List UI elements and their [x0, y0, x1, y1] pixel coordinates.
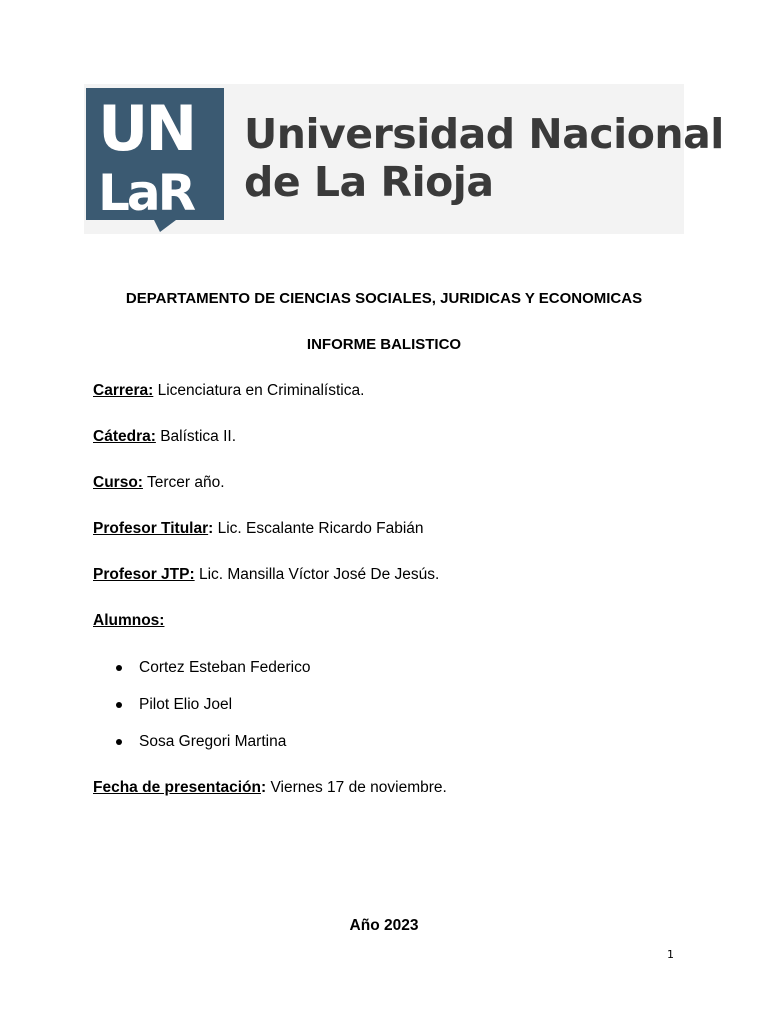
logo-mark-bottom: LaR [98, 164, 194, 222]
field-profesor-jtp [93, 566, 439, 584]
field-carrera-value: Licenciatura en Criminalística. [153, 382, 365, 399]
field-carrera [93, 382, 364, 400]
unlar-mark-icon [84, 84, 244, 234]
field-alumnos-label: Alumnos: [93, 612, 165, 629]
field-profesor-titular-colon: : [208, 520, 214, 537]
field-fecha [93, 779, 447, 797]
logo-mark-top: UN [98, 92, 195, 165]
field-catedra-label: Cátedra: [93, 428, 156, 445]
field-fecha-label: Fecha de presentación [93, 779, 261, 796]
field-alumnos [93, 612, 164, 630]
field-catedra [93, 428, 236, 446]
field-fecha-colon: : [260, 779, 267, 796]
bullet-icon [116, 702, 122, 708]
student-name: Sosa Gregori Martina [139, 733, 287, 750]
field-carrera-label: Carrera: [93, 382, 154, 399]
list-item [114, 732, 310, 769]
report-title: INFORME BALISTICO [306, 336, 462, 353]
field-profesor-titular-label: Profesor Titular [93, 520, 209, 537]
list-item [114, 695, 310, 732]
bullet-icon [116, 665, 122, 671]
university-name-line2: de La Rioja [244, 158, 494, 206]
field-profesor-jtp-value: Lic. Mansilla Víctor José De Jesús. [194, 566, 440, 583]
year-label: Año 2023 [349, 917, 419, 934]
field-fecha-value: Viernes 17 de noviembre. [266, 779, 447, 796]
student-name: Pilot Elio Joel [139, 696, 233, 713]
student-name: Cortez Esteban Federico [139, 659, 311, 676]
list-item [114, 658, 310, 695]
field-profesor-titular-value: Lic. Escalante Ricardo Fabián [213, 520, 424, 537]
department-heading: DEPARTAMENTO DE CIENCIAS SOCIALES, JURIDICAS Y ECONOMICAS [125, 290, 643, 307]
field-curso-label: Curso: [93, 474, 143, 491]
field-catedra-value: Balística II. [155, 428, 237, 445]
field-profesor-jtp-label: Profesor JTP: [93, 566, 195, 583]
field-curso [93, 474, 225, 492]
university-name-line1: Universidad Nacional [244, 110, 724, 158]
students-list [114, 658, 310, 769]
field-profesor-titular [93, 520, 424, 538]
page-number: 1 [667, 948, 674, 961]
bullet-icon [116, 739, 122, 745]
university-logo [84, 84, 724, 234]
field-curso-value: Tercer año. [142, 474, 225, 491]
